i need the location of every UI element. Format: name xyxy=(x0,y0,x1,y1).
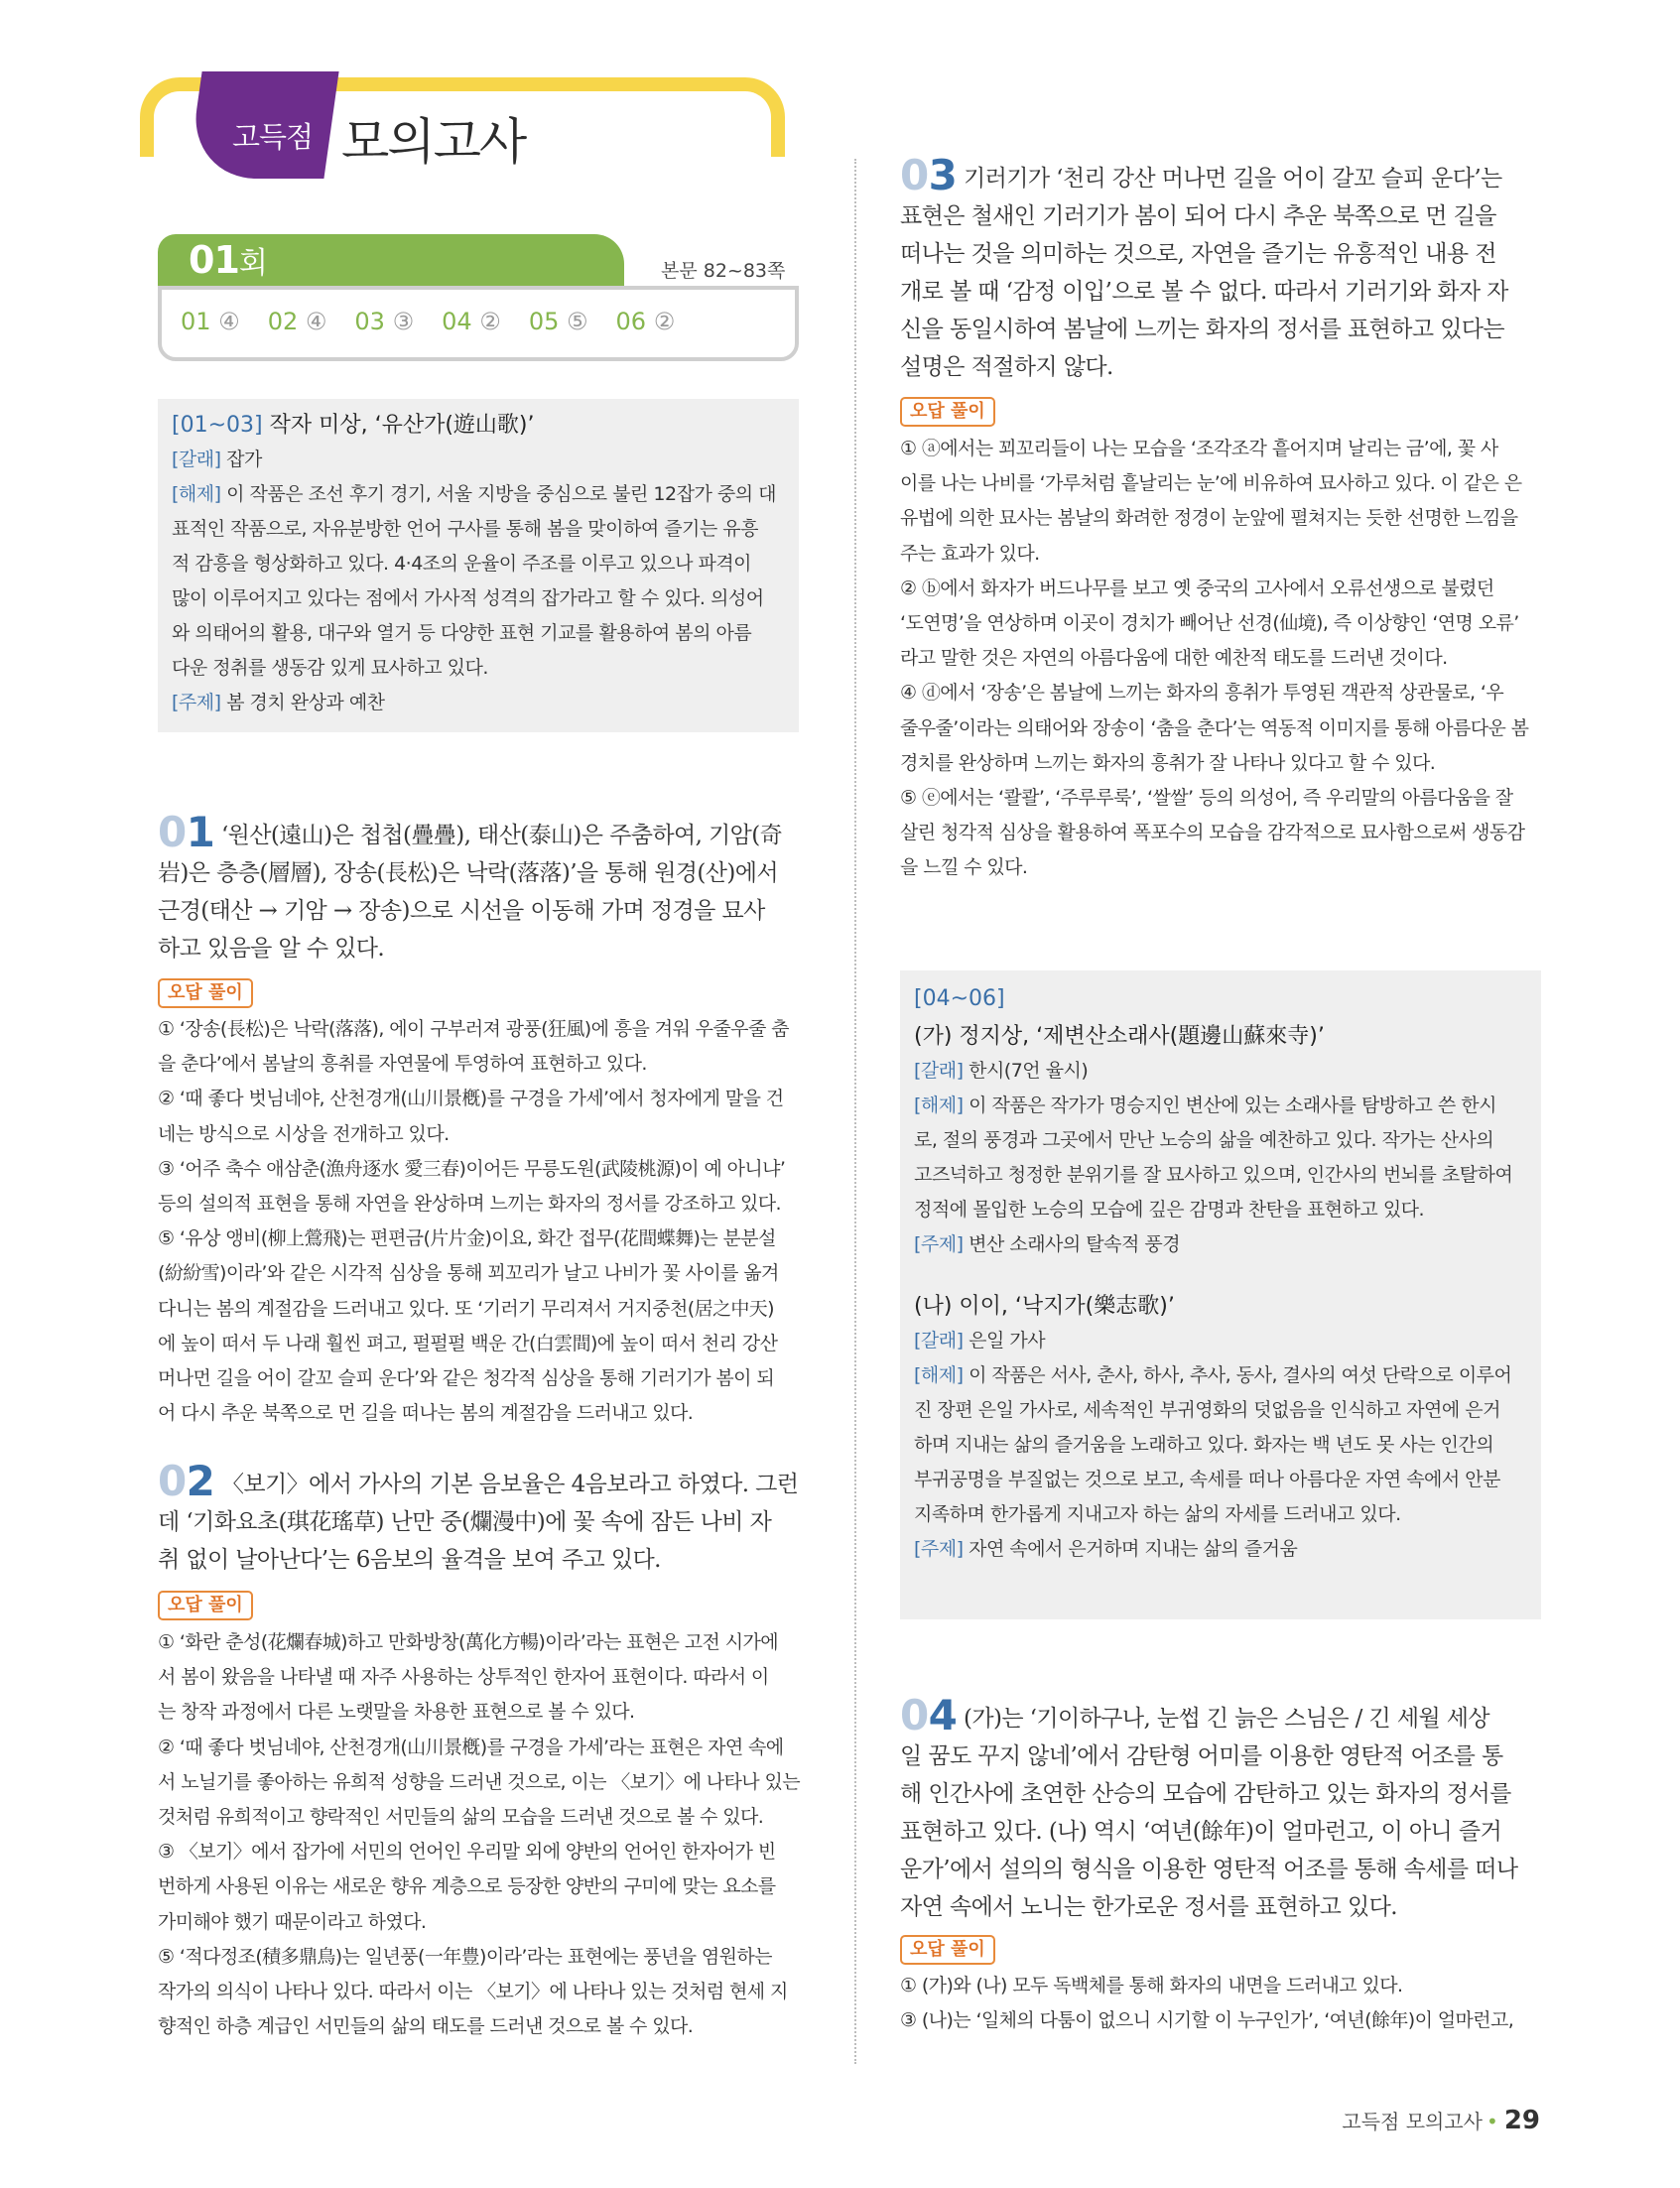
explain-line: 번하게 사용된 이유는 새로운 향유 계층으로 등장한 양반의 구미에 맞는 요소를 xyxy=(158,1875,776,1898)
explain-line: 경치를 완상하며 느끼는 화자의 흥취가 잘 나타나 있다고 할 수 있다. xyxy=(900,751,1436,774)
explain-line: ② ‘때 좋다 벗님네야, 산천경개(山川景槪)를 구경을 가세’라는 표현은 자연 속에 xyxy=(158,1736,784,1758)
explain-line: 는 창작 과정에서 다른 노랫말을 차용한 표현으로 볼 수 있다. xyxy=(158,1701,635,1724)
info-line: [주제] 봄 경치 완상과 예찬 xyxy=(172,692,385,713)
explain-02 xyxy=(158,1625,800,2044)
question-line: 운가’에서 설의의 형식을 이용한 영탄적 어조를 통해 속세를 떠나 xyxy=(900,1857,1518,1882)
info-line: 와 의태어의 활용, 대구와 열거 등 다양한 표현 기교를 활용하여 봄의 아름 xyxy=(172,622,752,644)
answer-item xyxy=(268,308,327,335)
explain-line: 작가의 의식이 나타나 있다. 따라서 이는 〈보기〉에 나타나 있는 것처럼 현세 지 xyxy=(158,1981,788,2003)
info-line: [주제] 자연 속에서 은거하며 지내는 삶의 즐거움 xyxy=(914,1538,1298,1560)
info-line: 적 감흥을 형상화하고 있다. 4·4조의 운율이 주조를 이루고 있으나 파격이 xyxy=(172,553,752,575)
explain-line: ② ⓑ에서 화자가 버드나무를 보고 옛 중국의 고사에서 오류선생으로 불렸던 xyxy=(900,577,1494,599)
explain-line: (紛紛雪)이라’와 같은 시각적 심상을 통해 꾀꼬리가 날고 나비가 꽃 사이를 옮겨 xyxy=(158,1262,779,1285)
question-line: 해 인간사에 초연한 산승의 모습에 감탄하고 있는 화자의 정서를 xyxy=(900,1781,1511,1807)
question-number: 02 xyxy=(158,1457,215,1505)
info-line: [주제] 변산 소래사의 탈속적 풍경 xyxy=(914,1233,1181,1255)
explain-line: 다니는 봄의 계절감을 드러내고 있다. 또 ‘기러기 무리져서 거지중천(居之中天) xyxy=(158,1297,774,1320)
answer-number: 03 xyxy=(354,308,385,335)
info-line: 로, 절의 풍경과 그곳에서 만난 노승의 삶을 예찬하고 있다. 작가는 산사의 xyxy=(914,1129,1494,1151)
explain-line: 어 다시 추운 북쪽으로 먼 길을 떠나는 봄의 계절감을 드러내고 있다. xyxy=(158,1402,694,1425)
info-line: 다운 정취를 생동감 있게 묘사하고 있다. xyxy=(172,657,488,679)
info-body xyxy=(172,443,785,720)
question-line: 일 꿈도 꾸지 않네’에서 감탄형 어미를 이용한 영탄적 어조를 통 xyxy=(900,1743,1503,1769)
explain-line: ① ‘화란 춘성(花爛春城)하고 만화방창(萬化方暢)이라’라는 표현은 고전 시가에 xyxy=(158,1631,778,1653)
round-number: 01회 xyxy=(189,238,267,282)
answer-list xyxy=(181,308,675,335)
info-line: 지족하며 한가롭게 지내고자 하는 삶의 자세를 드러내고 있다. xyxy=(914,1503,1401,1525)
info-box-01-03 xyxy=(158,399,799,732)
explain-line: 주는 효과가 있다. xyxy=(900,542,1040,565)
answer-number: 06 xyxy=(615,308,647,335)
explain-line: ‘도연명’을 연상하며 이곳이 경치가 빼어난 선경(仙境), 즉 이상향인 ‘연명 오류’ xyxy=(900,612,1519,635)
question-line: 데 ‘기화요초(琪花瑤草) 난만 중(爛漫中)에 꽃 속에 잠든 나비 자 xyxy=(158,1509,772,1535)
answer-item xyxy=(181,308,240,335)
question-line: 표현하고 있다. (나) 역시 ‘여년(餘年)이 얼마런고, 이 아니 즐거 xyxy=(900,1819,1502,1845)
explain-line: ② ‘때 좋다 벗님네야, 산천경개(山川景槪)를 구경을 가세’에서 청자에게 말을 건 xyxy=(158,1088,784,1110)
info-line: [해제] 이 작품은 서사, 춘사, 하사, 추사, 동사, 결사의 여섯 단락으로 이루어 xyxy=(914,1364,1512,1386)
page-number: 29 xyxy=(1503,2106,1540,2135)
question-line: 자연 속에서 노니는 한가로운 정서를 표현하고 있다. xyxy=(900,1894,1397,1920)
info-line: 표적인 작품으로, 자유분방한 언어 구사를 통해 봄을 맞이하여 즐기는 유흥 xyxy=(172,518,759,540)
info-line: 진 장편 은일 가사로, 세속적인 부귀영화의 덧없음을 인식하고 자연에 은거 xyxy=(914,1399,1501,1421)
question-line: 설명은 적절하지 않다. xyxy=(900,354,1113,380)
explain-03 xyxy=(900,432,1528,886)
question-line: 하고 있음을 알 수 있다. xyxy=(158,936,385,962)
info-line: [갈래] 한시(7언 율시) xyxy=(914,1060,1089,1082)
question-04 xyxy=(900,1691,1518,1926)
answer-choice: ④ xyxy=(298,308,327,335)
question-line: 01 ‘원산(遠山)은 첩첩(疊疊), 태산(泰山)은 주춤하여, 기암(奇 xyxy=(158,808,783,856)
info-line: [갈래] 은일 가사 xyxy=(914,1330,1046,1351)
question-line: 표현은 철새인 기러기가 봄이 되어 다시 추운 북쪽으로 먼 길을 xyxy=(900,203,1496,229)
question-line: 개로 볼 때 ‘감정 이입’으로 볼 수 없다. 따라서 기러기와 화자 자 xyxy=(900,279,1508,305)
info-line: 하며 지내는 삶의 즐거움을 노래하고 있다. 화자는 백 년도 못 사는 인간의 xyxy=(914,1434,1494,1456)
work-a-body xyxy=(914,1054,1527,1262)
answer-item xyxy=(529,308,588,335)
answer-number: 01 xyxy=(181,308,211,335)
info-line: 고즈넉하고 청정한 분위기를 잘 묘사하고 있으며, 인간사의 번뇌를 초탈하여 xyxy=(914,1164,1513,1186)
question-02 xyxy=(158,1457,799,1579)
question-line: 04 (가)는 ‘기이하구나, 눈썹 긴 늙은 스님은 / 긴 세월 세상 xyxy=(900,1691,1490,1739)
info-line: 부귀공명을 부질없는 것으로 보고, 속세를 떠나 아름다운 자연 속에서 안분 xyxy=(914,1469,1501,1490)
question-03 xyxy=(900,151,1508,386)
work-a-title: (가) 정지상, ‘제변산소래사(題邊山蘇來寺)’ xyxy=(914,1024,1325,1049)
answer-choice: ② xyxy=(471,308,501,335)
explain-line: ① (가)와 (나) 모두 독백체를 통해 화자의 내면을 드러내고 있다. xyxy=(900,1975,1403,1996)
info-line: 많이 이루어지고 있다는 점에서 가사적 성격의 잡가라고 할 수 있다. 의성어 xyxy=(172,587,764,609)
explain-line: 유법에 의한 묘사는 봄날의 화려한 정경이 눈앞에 펼쳐지는 듯한 선명한 느낌을 xyxy=(900,507,1518,530)
info-heading: [01~03] 작자 미상, ‘유산가(遊山歌)’ xyxy=(172,413,535,438)
answer-item xyxy=(354,308,414,335)
explain-line: 서 노닐기를 좋아하는 유희적 성향을 드러낸 것으로, 이는 〈보기〉에 나타나 있는 xyxy=(158,1770,801,1793)
explain-line: 을 춘다’에서 봄날의 흥취를 자연물에 투영하여 표현하고 있다. xyxy=(158,1053,647,1076)
page-title: 모의고사 xyxy=(341,113,526,171)
info-line: 정적에 몰입한 노승의 모습에 깊은 감명과 찬탄을 표현하고 있다. xyxy=(914,1199,1425,1221)
explain-line: 네는 방식으로 시상을 전개하고 있다. xyxy=(158,1122,450,1145)
page-footer xyxy=(1342,2106,1540,2135)
explain-line: ① ⓐ에서는 꾀꼬리들이 나는 모습을 ‘조각조각 흩어지며 날리는 금’에, 꽃 사 xyxy=(900,438,1498,459)
question-line: 02 〈보기〉에서 가사의 기본 음보율은 4음보라고 하였다. 그런 xyxy=(158,1457,799,1505)
explain-line: ③ 〈보기〉에서 잡가에 서민의 언어인 우리말 외에 양반의 언어인 한자어가 빈 xyxy=(158,1841,776,1864)
answer-item xyxy=(442,308,501,335)
info-heading: [04~06] xyxy=(914,986,1005,1011)
answer-choice: ⑤ xyxy=(559,308,588,335)
round-pages: 본문 82~83쪽 xyxy=(661,260,786,282)
odap-badge: 오답 풀이 xyxy=(900,1935,995,1965)
explain-line: 머나먼 길을 어이 갈꼬 슬피 운다’와 같은 청각적 심상을 통해 기러기가 봄이 되 xyxy=(158,1367,775,1390)
explain-line: 에 높이 떠서 두 나래 훨씬 펴고, 펄펄펄 백운 간(白雲間)에 높이 떠서 천리 강산 xyxy=(158,1332,778,1354)
answer-number: 02 xyxy=(267,308,299,335)
answer-choice: ② xyxy=(646,308,676,335)
odap-badge: 오답 풀이 xyxy=(158,1591,253,1620)
explain-04 xyxy=(900,1969,1513,2038)
question-line: 떠나는 것을 의미하는 것으로, 자연을 즐기는 유흥적인 내용 전 xyxy=(900,241,1496,267)
explain-line: 라고 말한 것은 자연의 아름다움에 대한 예찬적 태도를 드러낸 것이다. xyxy=(900,647,1448,670)
explain-line: 줄우줄’이라는 의태어와 장송이 ‘춤을 춘다’는 역동적 이미지를 통해 아름다운 봄 xyxy=(900,716,1529,739)
explain-line: ③ ‘어주 축수 애삼춘(漁舟逐水 愛三春)이어든 무릉도원(武陵桃源)이 예 아니냐’ xyxy=(158,1157,786,1180)
work-b-title: (나) 이이, ‘낙지가(樂志歌)’ xyxy=(914,1294,1175,1319)
answer-choice: ③ xyxy=(384,308,415,335)
question-line: 근경(태산 → 기암 → 장송)으로 시선을 이동해 가며 정경을 묘사 xyxy=(158,898,765,924)
explain-line: 등의 설의적 표현을 통해 자연을 완상하며 느끼는 화자의 정서를 강조하고 있다. xyxy=(158,1193,781,1216)
explain-line: ⑤ ‘적다정조(積多鼎鳥)는 일년풍(一年豊)이라’라는 표현에는 풍년을 염원하는 xyxy=(158,1945,772,1968)
info-line: [갈래] 잡가 xyxy=(172,449,262,470)
work-b-body xyxy=(914,1324,1527,1567)
question-line: 03 기러기가 ‘천리 강산 머나먼 길을 어이 갈꼬 슬피 운다’는 xyxy=(900,151,1502,199)
explain-line: 향적인 하층 계급인 서민들의 삶의 태도를 드러낸 것으로 볼 수 있다. xyxy=(158,2015,694,2038)
question-number: 04 xyxy=(900,1691,958,1739)
question-01 xyxy=(158,808,783,967)
explain-line: 을 느낄 수 있다. xyxy=(900,856,1028,879)
info-box-04-06 xyxy=(900,970,1541,1619)
explain-line: ① ‘장송(長松)은 낙락(落落), 에이 구부러져 광풍(狂風)에 흥을 겨워 우줄우줄 춤 xyxy=(158,1018,789,1040)
info-line: [해제] 이 작품은 조선 후기 경기, 서울 지방을 중심으로 불린 12잡가 중의 대 xyxy=(172,483,776,505)
question-line: 신을 동일시하여 봄날에 느끼는 화자의 정서를 표현하고 있다는 xyxy=(900,317,1505,342)
answer-choice: ④ xyxy=(210,308,240,335)
footer-label: 고득점 모의고사 xyxy=(1342,2110,1484,2133)
explain-line: 것처럼 유희적이고 향락적인 서민들의 삶의 모습을 드러낸 것으로 볼 수 있다. xyxy=(158,1806,764,1829)
explain-line: 이를 나는 나비를 ‘가루처럼 흩날리는 눈’에 비유하여 묘사하고 있다. 이 같은 은 xyxy=(900,472,1522,495)
explain-line: 서 봄이 왔음을 나타낼 때 자주 사용하는 상투적인 한자어 표현이다. 따라서 이 xyxy=(158,1666,769,1689)
question-number: 01 xyxy=(158,808,215,856)
explain-line: ⑤ ‘유상 앵비(柳上鶯飛)는 편편금(片片金)이요, 화간 접무(花間蝶舞)는 분분설 xyxy=(158,1227,776,1250)
footer-dot: • xyxy=(1486,2110,1498,2133)
answer-item xyxy=(616,308,676,335)
explain-line: ⑤ ⓔ에서는 ‘콸콸’, ‘주루루룩’, ‘쌀쌀’ 등의 의성어, 즉 우리말의 아름다움을 잘 xyxy=(900,787,1513,810)
explain-line: 가미해야 했기 때문이라고 하였다. xyxy=(158,1910,427,1933)
explain-01 xyxy=(158,1012,789,1431)
explain-line: 살린 청각적 심상을 활용하여 폭포수의 모습을 감각적으로 묘사함으로써 생동감 xyxy=(900,822,1525,844)
answer-number: 04 xyxy=(442,308,472,335)
question-line: 취 없이 날아난다’는 6음보의 율격을 보여 주고 있다. xyxy=(158,1547,661,1573)
answer-number: 05 xyxy=(528,308,560,335)
question-line: 岩)은 층층(層層), 장송(長松)은 낙락(落落)’을 통해 원경(산)에서 xyxy=(158,860,779,886)
header-badge-label: 고득점 xyxy=(232,120,314,154)
question-number: 03 xyxy=(900,151,958,199)
odap-badge: 오답 풀이 xyxy=(158,978,253,1008)
odap-badge: 오답 풀이 xyxy=(900,397,995,427)
info-line: [해제] 이 작품은 작가가 명승지인 변산에 있는 소래사를 탐방하고 쓴 한시 xyxy=(914,1094,1497,1116)
explain-line: ④ ⓓ에서 ‘장송’은 봄날에 느끼는 화자의 흥취가 투영된 객관적 상관물로, ‘우 xyxy=(900,682,1504,705)
explain-line: ③ (나)는 ‘일체의 다툼이 없으니 시기할 이 누구인가’, ‘여년(餘年)이 얼마런고, xyxy=(900,2009,1514,2032)
column-divider xyxy=(854,159,856,2064)
